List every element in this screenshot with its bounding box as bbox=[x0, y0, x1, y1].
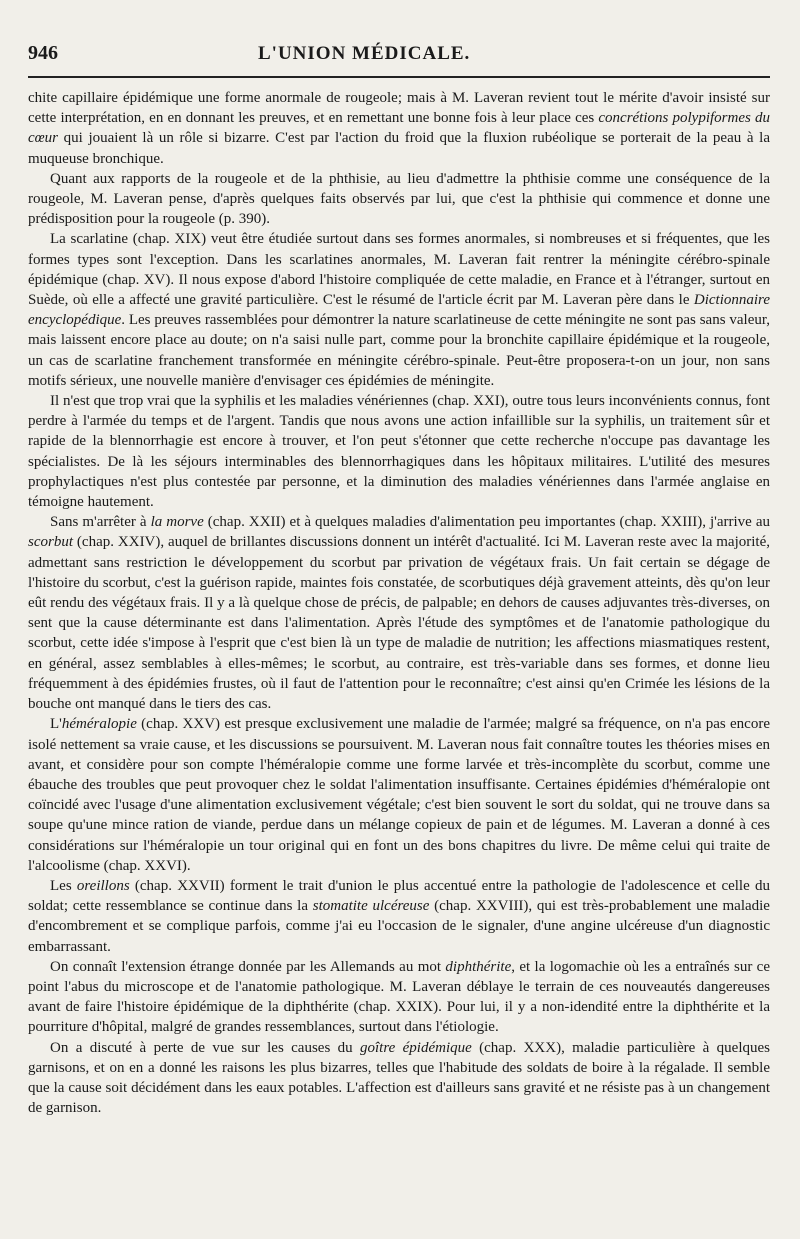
italic-term: goître épidémique bbox=[360, 1039, 472, 1056]
text-run: (chap. XXIV), auquel de brillantes discussions donnent un intérêt d'actualité. Ici M. Laveran reste avec la majorité, admettant sans restriction le développement du scorbut par privation de végétaux frais. Un fait certain se dégage de l'histoire du scorbut, c'est la guérison rapide, maintes fois constatée, de scorbutiques déjà gravement atteints, dès qu'on leur eût rendu des végétaux frais. Il y a là quelque chose de précis, de palpable; en dehors de causes adjuvantes très-diverses, on sent que la cause déterminante est dans l'alimentation. Après l'étude des symptômes et de l'anatomie pathologique du scorbut, cette idée s'impose à l'esprit que c'est bien là un type de maladie de nutrition; les affections miasmatiques restent, en général, assez semblables à elles-mêmes; le scorbut, au contraire, est très-variable dans ses formes, et donne lieu fréquemment à des épidémies frustes, où il faut de l'attention pour le reconnaître; c'est ainsi qu'en Crimée les lésions de la bouche ont manqué dans le tiers des cas. bbox=[28, 534, 770, 713]
text-run: qui jouaient là un rôle si bizarre. C'est par l'action du froid que la fluxion rubéolique se porterait de la peau à la muqueuse bronchique. bbox=[28, 130, 770, 167]
paragraph bbox=[28, 169, 770, 230]
text-run: , et la logomachie où les a entraînés sur ce point l'abus du microscope et de l'anatomie pathologique. M. Laveran déblaye le terrain de ces nouveautés dangereuses avant de faire l'histoire épidémique de la diphthérite (chap. XXIX). Pour lui, il y a non-idendité entre la diphthérite et la pourriture d'hôpital, malgré de grandes ressemblances, surtout dans l'étiologie. bbox=[28, 958, 770, 1036]
paragraph bbox=[28, 1038, 770, 1119]
text-run: Quant aux rapports de la rougeole et de la phthisie, au lieu d'admettre la phthisie comme une conséquence de la rougeole, M. Laveran pense, d'après quelques faits observés par lui, que c'est la phthisie qui commence et donne une prédisposition pour la rougeole (p. 390). bbox=[28, 170, 770, 228]
italic-term: scorbut bbox=[28, 534, 73, 551]
text-run: (chap. XXVIII), qui est très-probablement une maladie d'encombrement et se complique parfois, comme j'ai eu l'occasion de le signaler, d'une angine ulcéreuse d'un diagnostic embarrassant. bbox=[28, 898, 770, 955]
italic-term: oreillons bbox=[76, 877, 130, 894]
italic-term: diphthérite bbox=[445, 958, 512, 975]
text-run: Les bbox=[50, 877, 77, 894]
paragraph bbox=[28, 512, 770, 714]
text-run: chite capillaire épidémique une forme anormale de rougeole; mais à M. Laveran revient tout le mérite d'avoir insisté sur cette interprétation, en en donnant les preuves, et en remettant une bonne fois à leur place ces bbox=[28, 90, 770, 127]
body-text bbox=[28, 88, 770, 1118]
page-header bbox=[28, 42, 770, 72]
header-rule bbox=[28, 76, 770, 78]
text-run: (chap. XXVII) forment le trait d'union le plus accentué entre la pathologie de l'adolescence et celle du soldat; cette ressemblance se continue dans la bbox=[28, 877, 770, 915]
text-run: (chap. XXV) est presque exclusivement une maladie de l'armée; malgré sa fréquence, on n'a pas encore isolé nettement sa vraie cause, et les discussions se poursuivent. M. Laveran nous fait connaître toutes les théories mises en avant, et considère pour son compte l'héméralopie comme une forme larvée et très-incomplète du scorbut, comme une ébauche des troubles que peut provoquer chez le soldat l'alimentation insuffisante. Certaines épidémies d'héméralopie ont coïncidé avec l'usage d'une alimentation exclusivement végétale; c'est bien souvent le sort du soldat, qui ne trouve dans sa soupe qu'une mince ration de viande, perdue dans un mélange copieux de pain et de légumes. M. Laveran a donné à ces considérations sur l'héméralopie un tour original qui en font un des bons chapitres du livre. De même celui qui traite de l'alcoolisme (chap. XXVI). bbox=[28, 716, 770, 874]
text-run: L' bbox=[50, 716, 62, 733]
running-title: L'UNION MÉDICALE. bbox=[258, 43, 471, 64]
text-run: . Les preuves rassemblées pour démontrer la nature scarlatineuse de cette méningite ne sont pas sans valeur, mais laissent encore place au doute; on n'a saisi nulle part, comme pour la bronchite capillaire épidémique et la rougeole, un cas de scarlatine franchement transformée en méningite cérébro-spinale. Peut-être proposera-t-on un jour, non sans motifs sérieux, une nouvelle manière d'envisager ces épidémies de méningite. bbox=[28, 312, 770, 389]
text-run: Il n'est que trop vrai que la syphilis et les maladies vénériennes (chap. XXI), outre tous leurs inconvénients connus, font perdre à l'armée du temps et de l'argent. Tandis que nous avons une action infaillible sur la syphilis, un traitement sûr et rapide de la blennorrhagie est encore à trouver, et l'on peut s'étonner que cette recherche n'occupe pas davantage les spécialistes. De là les séjours interminables des blennorrhagiques dans les hôpitaux militaires. L'utilité des mesures prophylactiques n'est plus contestée par personne, et la diminution des maladies vénériennes dans l'armée anglaise en témoigne hautement. bbox=[28, 393, 770, 511]
text-run: Sans m'arrêter à bbox=[50, 514, 151, 531]
text-run: (chap. XXII) et à quelques maladies d'alimentation peu importantes (chap. XXIII), j'arrive au bbox=[203, 514, 770, 531]
text-run: On connaît l'extension étrange donnée par les Allemands au mot bbox=[50, 958, 446, 975]
paragraph bbox=[28, 876, 770, 957]
paragraph bbox=[28, 714, 770, 876]
italic-term: Dictionnaire encyclopédique bbox=[28, 292, 770, 329]
italic-term: concrétions polypiformes du cœur bbox=[28, 110, 770, 147]
text-run: La scarlatine (chap. XIX) veut être étudiée surtout dans ses formes anormales, si nombreuses et si fréquentes, que les formes types sont l'exception. Dans les scarlatines anormales, M. Laveran fait rentrer la méningite cérébro-spinale épidémique (chap. XV). Il nous expose d'abord l'histoire compliquée de cette maladie, en France et à l'étranger, surtout en Suède, où elle a affecté une gravité particulière. C'est le résumé de l'article écrit par M. Laveran père dans le bbox=[28, 231, 770, 309]
paragraph bbox=[28, 957, 770, 1038]
page-number: 946 bbox=[28, 42, 58, 64]
italic-term: héméralopie bbox=[61, 716, 137, 733]
text-run: (chap. XXX), maladie particulière à quelques garnisons, et on en a donné les raisons les plus bizarres, telles que l'habitude des soldats de boire à la régalade. Il semble que la cause soit décidément dans les eaux potables. L'affection est d'ailleurs sans gravité et ne résiste pas à un changement de garnison. bbox=[28, 1039, 770, 1117]
italic-term: la morve bbox=[150, 514, 204, 531]
paragraph bbox=[28, 391, 770, 512]
text-run: On a discuté à perte de vue sur les causes du bbox=[50, 1039, 361, 1056]
paragraph bbox=[28, 88, 770, 169]
paragraph bbox=[28, 229, 770, 391]
italic-term: stomatite ulcéreuse bbox=[312, 898, 430, 915]
